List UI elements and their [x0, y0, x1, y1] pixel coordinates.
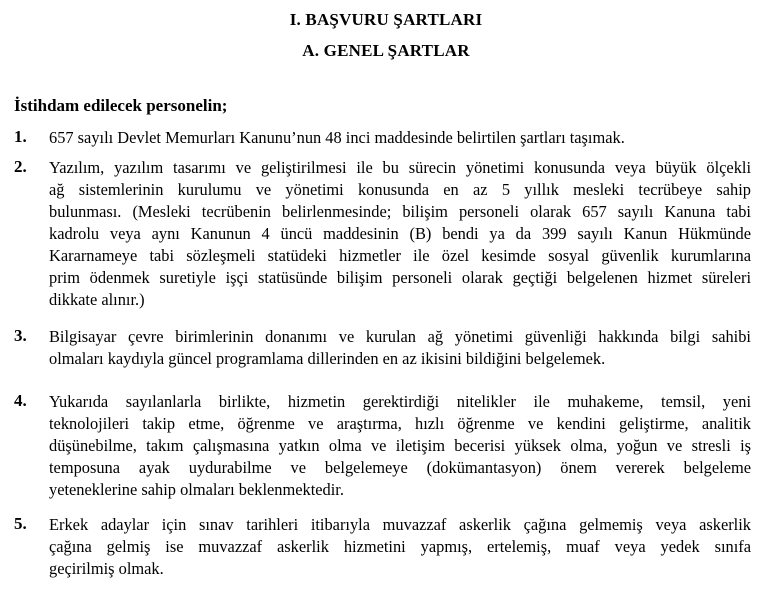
intro-heading: İstihdam edilecek personelin;	[14, 96, 228, 115]
text-line: temposuna ayak uydurabilme ve belgelemeye (dokümantasyon) önem vererek belgeleme	[49, 458, 751, 477]
text-line: düşünebilme, takım çalışmasına yatkın olma ve iletişim becerisi yüksek olma, yoğun ve stresli iş	[49, 436, 751, 455]
text-line: olmaları kaydıyla güncel programlama dillerinden en az ikisini bildiğini belgelemek.	[49, 349, 606, 368]
text-line: ağ sistemlerinin kurulumu ve yönetimi konusunda en az 5 yıllık mesleki tecrübeye sahip	[49, 180, 751, 199]
text-line: geçirilmiş olmak.	[49, 559, 164, 578]
item-text	[49, 157, 751, 311]
text-line: 657 sayılı Devlet Memurları Kanunu’nun 48 inci maddesinde belirtilen şartları taşımak.	[49, 128, 625, 147]
item-text	[49, 391, 751, 501]
text-line: Erkek adaylar için sınav tarihleri itibarıyla muvazzaf askerlik çağına gelmemiş veya askerlik	[49, 515, 751, 534]
text-line: prim ödenmek suretiyle işçi statüsünde bilişim personeli olarak geçtiği belgelenen hizmet süreleri	[49, 268, 751, 287]
item-number: 1.	[14, 127, 27, 146]
section-title: I. BAŞVURU ŞARTLARI	[289, 10, 483, 29]
text-line: çağına gelmiş ise muvazzaf askerlik hizmetini yapmış, ertelemiş, muaf veya yedek sınıfa	[49, 537, 751, 556]
item-number: 3.	[14, 326, 27, 345]
subsection-title: A. GENEL ŞARTLAR	[302, 41, 470, 60]
item-text	[49, 127, 751, 149]
item-text	[49, 514, 751, 580]
text-line: Yukarıda sayılanlarla birlikte, hizmetin gerektirdiği nitelikler ile muhakeme, temsil, yeni	[49, 392, 751, 411]
text-line: Bilgisayar çevre birimlerinin donanımı ve kurulan ağ yönetimi güvenliği hakkında bilgi sahibi	[49, 327, 751, 346]
text-line: Kararnameye tabi sözleşmeli statüdeki hizmetler ile özel kesimde sosyal güvenlik kurumlarına	[49, 246, 751, 265]
item-number: 4.	[14, 391, 27, 410]
text-line: yeteneklerine sahip olmaları beklenmektedir.	[49, 480, 344, 499]
text-line: dikkate alınır.)	[49, 290, 145, 309]
text-line: Yazılım, yazılım tasarımı ve geliştirilmesi ile bu sürecin yönetimi konusunda veya büyük ölçekli	[49, 158, 751, 177]
item-number: 5.	[14, 514, 27, 533]
text-line: teknolojileri takip etme, öğrenme ve araştırma, hızlı öğrenme ve kendini geliştirme, analitik	[49, 414, 751, 433]
item-text	[49, 326, 751, 370]
text-line: kadrolu veya aynı Kanunun 4 üncü maddesinin (B) bendi ya da 399 sayılı Kanun Hükmünde	[49, 224, 751, 243]
text-line: bulunması. (Mesleki tecrübenin belirlenmesinde; bilişim personeli olarak 657 sayılı Kanuna tabi	[49, 202, 751, 221]
item-number: 2.	[14, 157, 27, 176]
